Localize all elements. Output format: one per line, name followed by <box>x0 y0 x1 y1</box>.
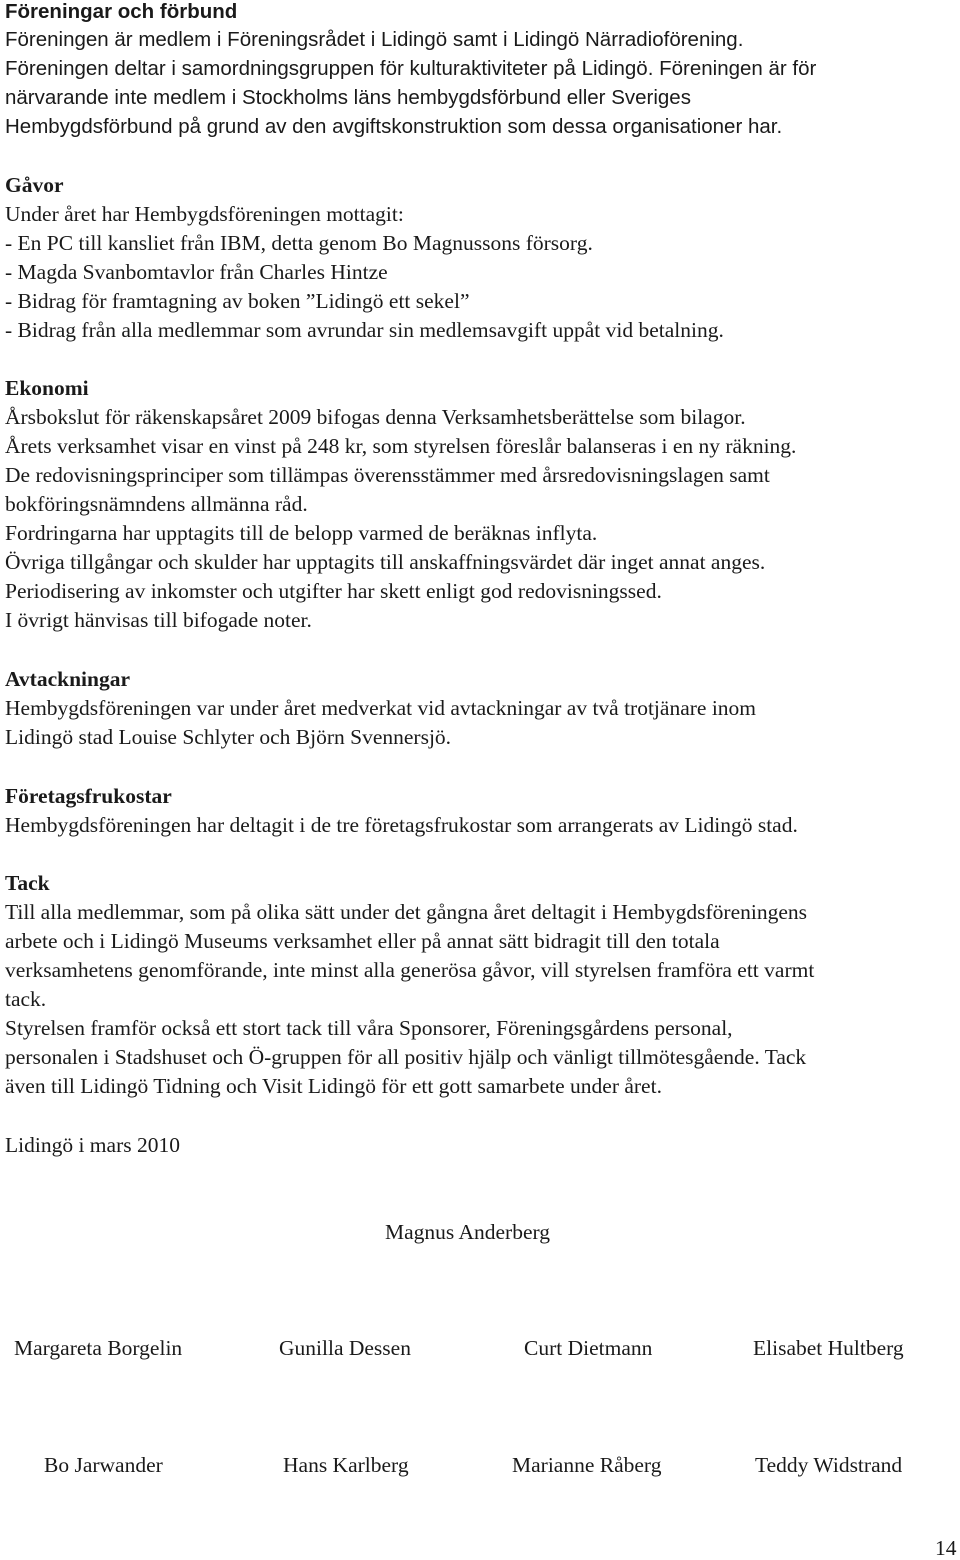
signature-name: Bo Jarwander <box>44 1453 163 1477</box>
section-heading-gavor: Gåvor <box>5 173 64 197</box>
section-line: Under året har Hembygdsföreningen mottagit: <box>5 202 404 226</box>
signature-name: Curt Dietmann <box>524 1336 653 1360</box>
section-line: Föreningen är medlem i Föreningsrådet i Lidingö samt i Lidingö Närradioförening. <box>5 28 744 51</box>
section-line: - Bidrag för framtagning av boken ”Lidingö ett sekel” <box>5 289 470 313</box>
section-line: Hembygdsföreningen har deltagit i de tre företagsfrukostar som arrangerats av Lidingö stad. <box>5 813 798 837</box>
section-line: Lidingö stad Louise Schlyter och Björn Svennersjö. <box>5 725 452 749</box>
section-line: bokföringsnämndens allmänna råd. <box>5 492 308 516</box>
place-date: Lidingö i mars 2010 <box>5 1133 180 1157</box>
section-line: Föreningen deltar i samordningsgruppen för kulturaktiviteter på Lidingö. Föreningen är för <box>5 57 817 80</box>
signature-name: Gunilla Dessen <box>279 1336 411 1360</box>
section-line: - Magda Svanbomtavlor från Charles Hintze <box>5 260 388 284</box>
section-line: verksamhetens genomförande, inte minst alla generösa gåvor, vill styrelsen framföra ett varmt <box>5 958 815 982</box>
section-heading-ekonomi: Ekonomi <box>5 376 89 400</box>
section-line: Övriga tillgångar och skulder har upptagits till anskaffningsvärdet där inget annat anges. <box>5 550 766 574</box>
signature-name: Elisabet Hultberg <box>753 1336 904 1360</box>
section-line: Styrelsen framför också ett stort tack till våra Sponsorer, Föreningsgårdens personal, <box>5 1016 733 1040</box>
page-number: 14 <box>935 1536 957 1560</box>
section-line: Hembygdsföreningen var under året medverkat vid avtackningar av två trotjänare inom <box>5 696 757 720</box>
signature-row-2 <box>0 1451 960 1480</box>
section-line: Fordringarna har upptagits till de belopp varmed de beräknas inflyta. <box>5 521 598 545</box>
section-line: Periodisering av inkomster och utgifter har skett enligt god redovisningssed. <box>5 579 662 603</box>
section-line: Hembygdsförbund på grund av den avgiftskonstruktion som dessa organisationer har. <box>5 115 783 138</box>
section-line: personalen i Stadshuset och Ö-gruppen för all positiv hjälp och vänligt tillmötesgående. Tack <box>5 1045 807 1069</box>
signature-name: Marianne Råberg <box>512 1453 662 1477</box>
section-line: Årets verksamhet visar en vinst på 248 kr, som styrelsen föreslår balanseras i en ny räkning. <box>5 434 797 458</box>
section-line: tack. <box>5 987 47 1011</box>
section-line: - En PC till kansliet från IBM, detta genom Bo Magnussons försorg. <box>5 231 593 255</box>
section-line: I övrigt hänvisas till bifogade noter. <box>5 608 312 632</box>
section-line: närvarande inte medlem i Stockholms läns hembygdsförbund eller Sveriges <box>5 86 691 109</box>
section-line: Till alla medlemmar, som på olika sätt under det gångna året deltagit i Hembygdsföreningens <box>5 900 808 924</box>
section-heading-tack: Tack <box>5 871 50 895</box>
section-heading-foreningar: Föreningar och förbund <box>5 0 238 23</box>
signature-name: Margareta Borgelin <box>14 1336 183 1360</box>
signature-row-1 <box>0 1334 960 1363</box>
chair-signature: Magnus Anderberg <box>385 1220 551 1244</box>
section-line: arbete och i Lidingö Museums verksamhet eller på annat sätt bidragit till den totala <box>5 929 720 953</box>
section-line: även till Lidingö Tidning och Visit Lidingö för ett gott samarbete under året. <box>5 1074 662 1098</box>
signature-name: Hans Karlberg <box>283 1453 409 1477</box>
section-line: - Bidrag från alla medlemmar som avrundar sin medlemsavgift uppåt vid betalning. <box>5 318 724 342</box>
section-heading-avtackningar: Avtackningar <box>5 667 131 691</box>
section-heading-foretagsfrukostar: Företagsfrukostar <box>5 784 172 808</box>
section-line: De redovisningsprinciper som tillämpas överensstämmer med årsredovisningslagen samt <box>5 463 770 487</box>
section-line: Årsbokslut för räkenskapsåret 2009 bifogas denna Verksamhetsberättelse som bilagor. <box>5 405 746 429</box>
signature-name: Teddy Widstrand <box>755 1453 903 1477</box>
